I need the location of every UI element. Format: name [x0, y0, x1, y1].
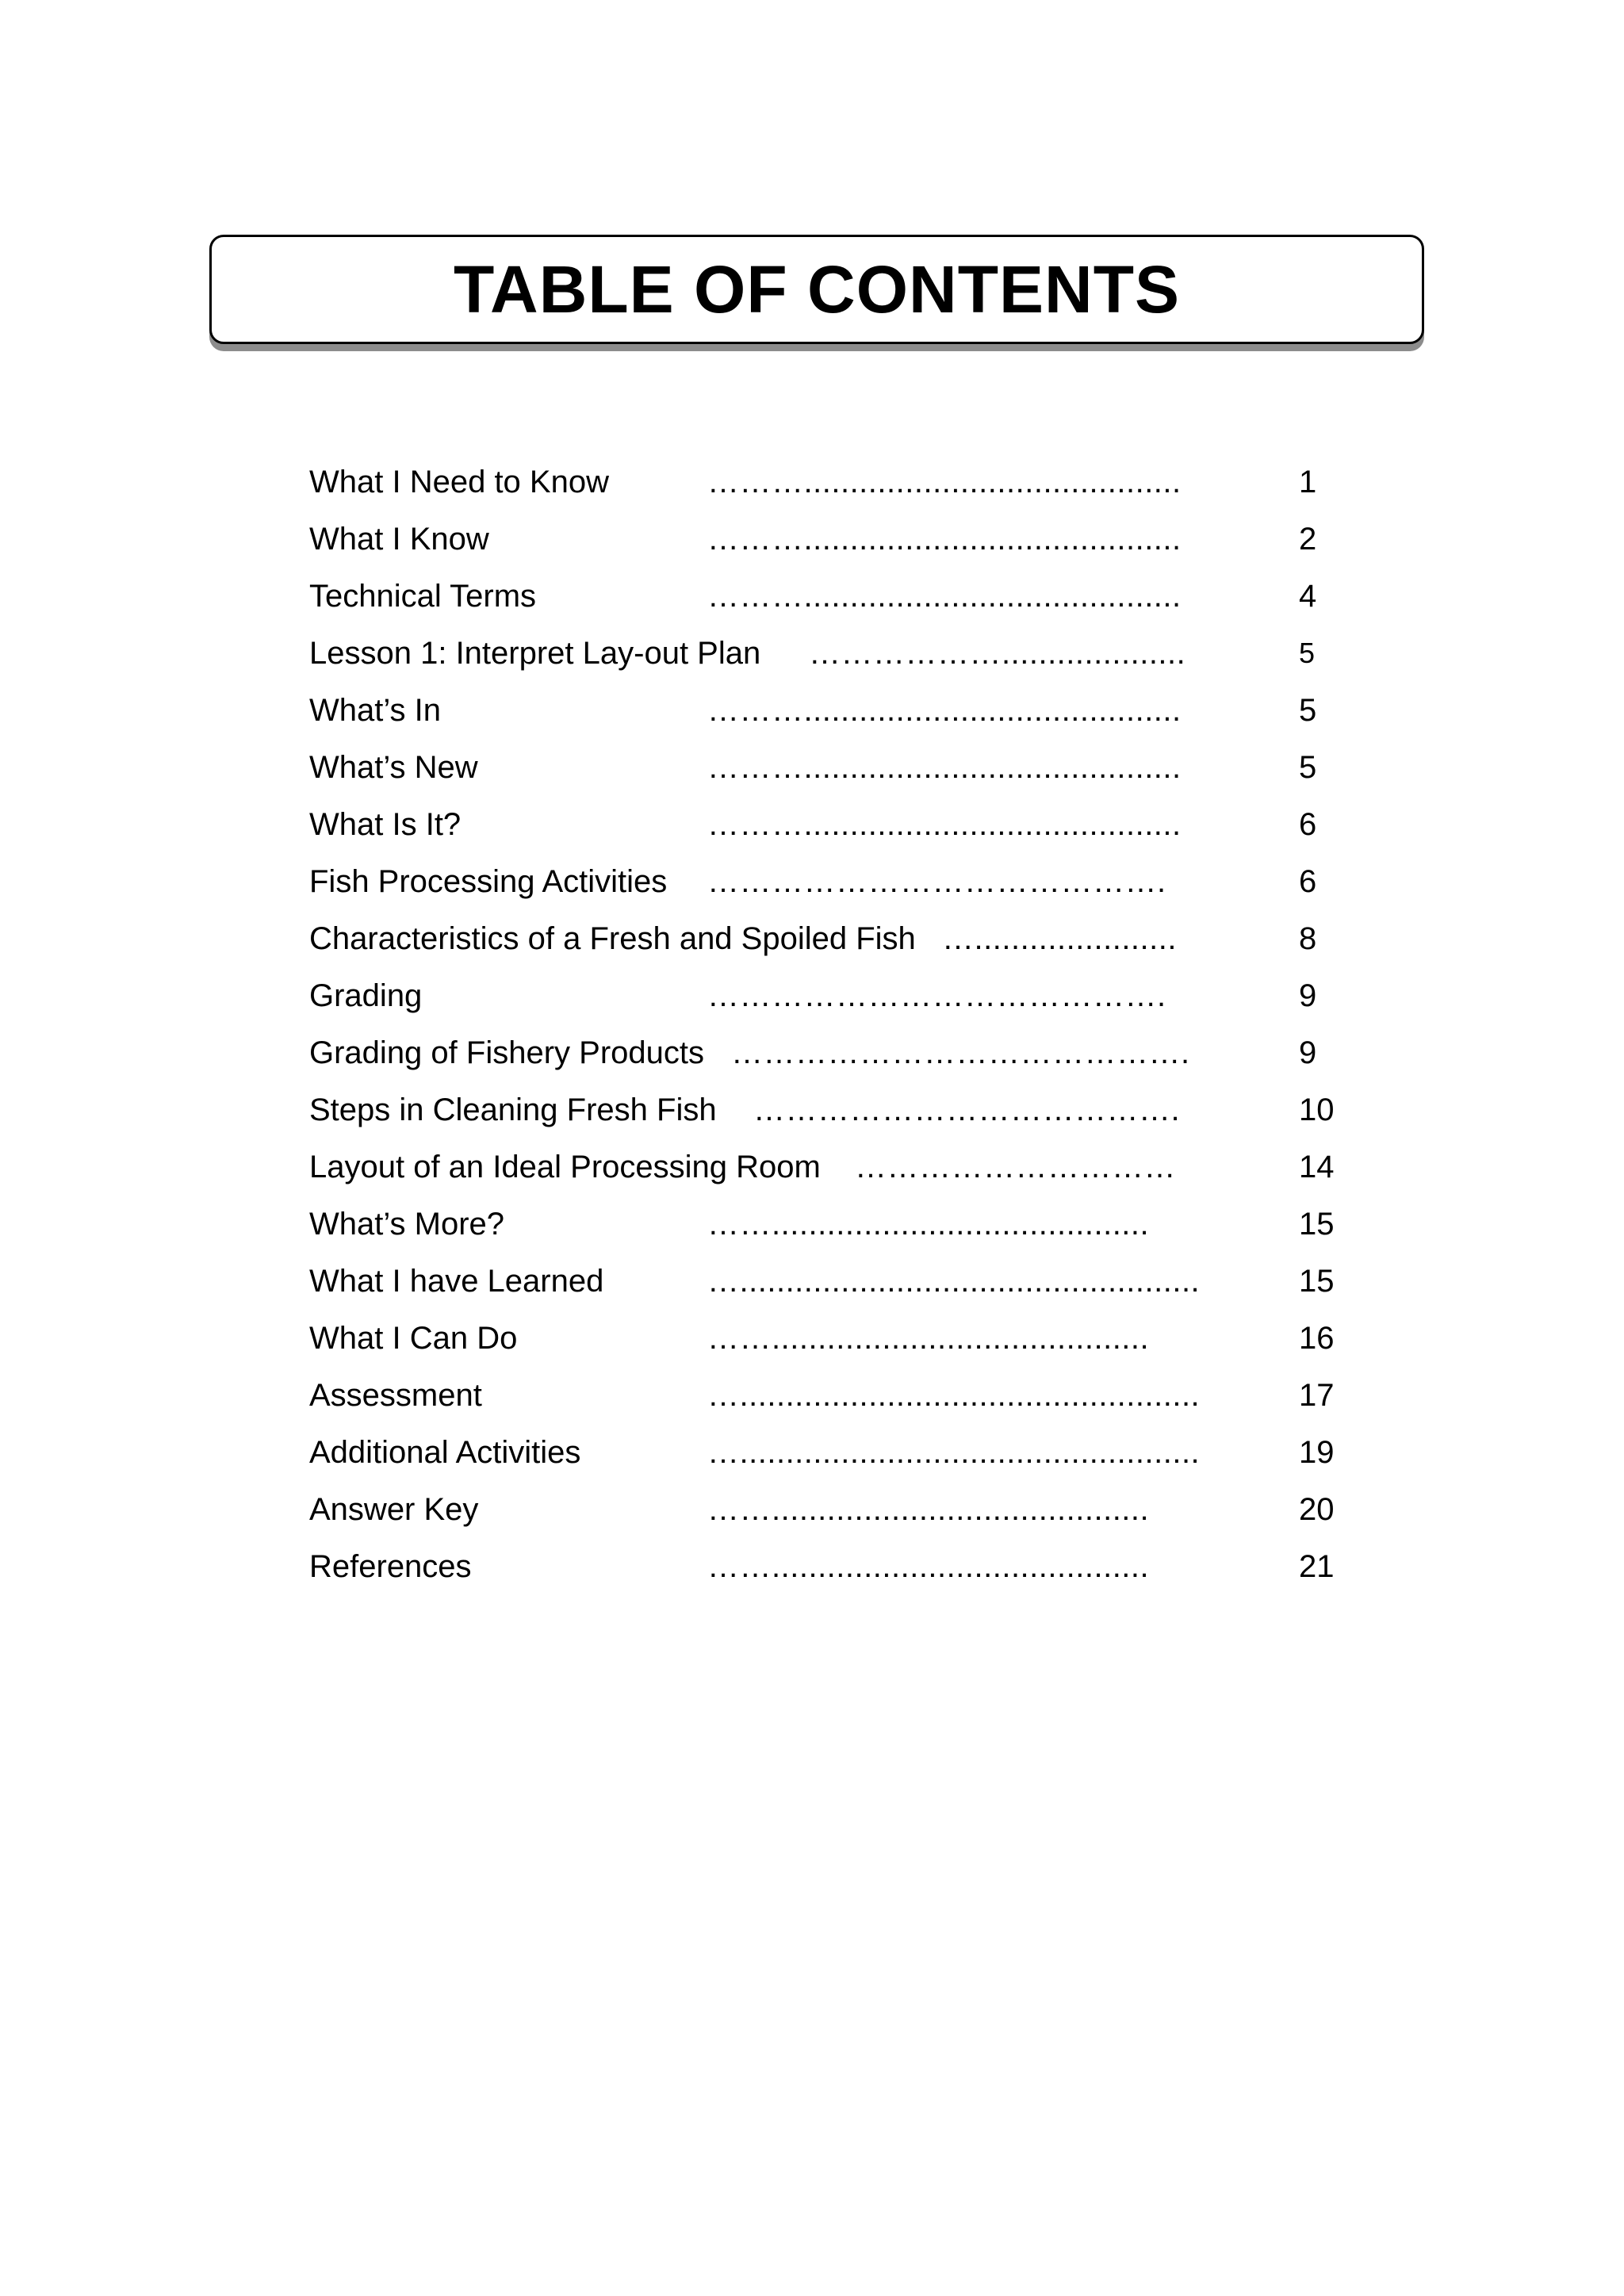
toc-leader: ………………....................	[809, 636, 1186, 671]
toc-row	[0, 515, 1624, 563]
toc-label: Steps in Cleaning Fresh Fish	[309, 1093, 717, 1127]
toc-row	[0, 572, 1624, 620]
toc-leader: …….........................................	[707, 1321, 1150, 1356]
toc-page-number: 14	[1299, 1150, 1335, 1184]
toc-label: What I have Learned	[309, 1264, 604, 1299]
toc-row	[0, 1314, 1624, 1362]
toc-page-number: 17	[1299, 1378, 1335, 1413]
toc-leader: ……….........................................	[707, 807, 1182, 842]
toc-row	[0, 687, 1624, 734]
toc-page-number: 19	[1299, 1435, 1335, 1470]
toc-row	[0, 801, 1624, 848]
toc-leader: …………………………………….	[731, 1035, 1190, 1070]
toc-label: Answer Key	[309, 1492, 479, 1527]
toc-label: Layout of an Ideal Processing Room	[309, 1150, 821, 1184]
toc-row	[0, 1372, 1624, 1419]
toc-leader: ……….........................................	[707, 522, 1182, 557]
toc-page-number: 5	[1299, 693, 1317, 728]
toc-row	[0, 1086, 1624, 1134]
toc-row	[0, 1200, 1624, 1248]
toc-label: Grading of Fishery Products	[309, 1035, 704, 1070]
toc-leader: ……….........................................	[707, 693, 1182, 728]
toc-row	[0, 744, 1624, 791]
toc-row	[0, 1429, 1624, 1476]
toc-row	[0, 915, 1624, 962]
toc-page-number: 8	[1299, 921, 1317, 956]
toc-row	[0, 1029, 1624, 1077]
toc-label: Grading	[309, 978, 423, 1013]
toc-label: What’s In	[309, 693, 441, 728]
toc-leader: ……….........................................	[707, 579, 1182, 614]
toc-leader: …..................................................	[707, 1378, 1201, 1413]
toc-page-number: 6	[1299, 864, 1317, 899]
toc-row	[0, 629, 1624, 677]
toc-page-number: 21	[1299, 1549, 1335, 1584]
toc-page-number: 9	[1299, 1035, 1317, 1070]
toc-row	[0, 458, 1624, 506]
toc-label: What’s More?	[309, 1207, 505, 1242]
toc-label: What Is It?	[309, 807, 462, 842]
toc-leader: …………………………………….	[707, 864, 1166, 899]
toc-row	[0, 1257, 1624, 1305]
toc-label: Fish Processing Activities	[309, 864, 668, 899]
toc-label: Lesson 1: Interpret Lay-out Plan	[309, 636, 761, 671]
toc-leader: …………………………………….	[707, 978, 1166, 1013]
toc-label: What I Know	[309, 522, 489, 557]
toc-leader: …..................................................	[707, 1264, 1201, 1299]
toc-page-number: 1	[1299, 465, 1317, 499]
toc-row	[0, 1543, 1624, 1590]
toc-leader: …..................................................	[707, 1435, 1201, 1470]
toc-label: Additional Activities	[309, 1435, 581, 1470]
toc-leader: …………………………	[855, 1150, 1176, 1184]
toc-label: What I Can Do	[309, 1321, 518, 1356]
toc-page-number: 20	[1299, 1492, 1335, 1527]
toc-page-number: 16	[1299, 1321, 1335, 1356]
page-title: TABLE OF CONTENTS	[453, 252, 1181, 327]
toc-page-number: 10	[1299, 1093, 1335, 1127]
toc-row	[0, 858, 1624, 905]
toc-leader: …….........................................	[707, 1207, 1150, 1242]
toc-leader: ……….........................................	[707, 750, 1182, 785]
toc-page-number: 15	[1299, 1264, 1335, 1299]
toc-leader: ……….........................................	[707, 465, 1182, 499]
toc-page-number: 2	[1299, 522, 1317, 557]
toc-label: What I Need to Know	[309, 465, 609, 499]
toc-row	[0, 1143, 1624, 1191]
toc-leader: ………………………………….	[753, 1093, 1181, 1127]
toc-label: References	[309, 1549, 472, 1584]
toc-leader: …….........................................	[707, 1549, 1150, 1584]
toc-page-number: 5	[1299, 750, 1317, 785]
toc-label: Assessment	[309, 1378, 482, 1413]
toc-leader: …….........................................	[707, 1492, 1150, 1527]
toc-row	[0, 1486, 1624, 1533]
toc-label: What’s New	[309, 750, 478, 785]
toc-label: Characteristics of a Fresh and Spoiled Fish	[309, 921, 916, 956]
toc-page-number: 9	[1299, 978, 1317, 1013]
toc-leader: …......................	[942, 921, 1177, 956]
toc-page-number: 6	[1299, 807, 1317, 842]
toc-page-number: 5	[1299, 637, 1316, 669]
toc-row	[0, 972, 1624, 1020]
toc-page-number: 15	[1299, 1207, 1335, 1242]
toc-label: Technical Terms	[309, 579, 537, 614]
toc-page-number: 4	[1299, 579, 1317, 614]
